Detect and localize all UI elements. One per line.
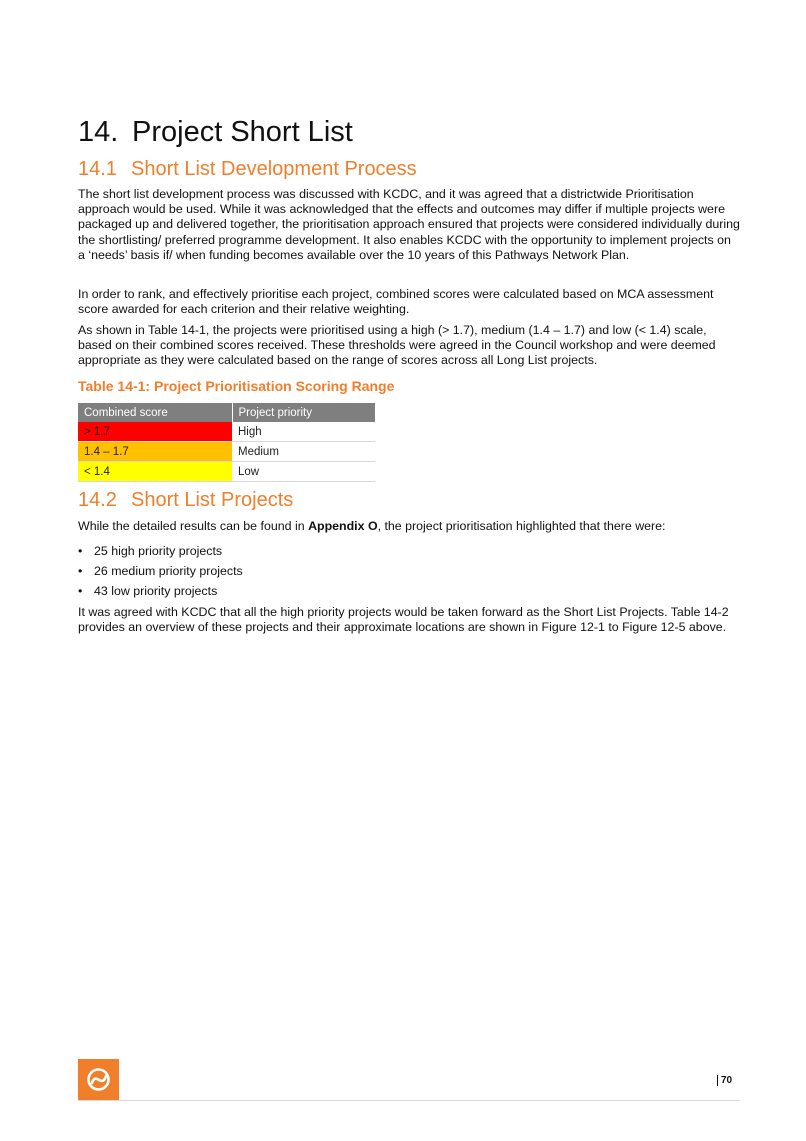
chapter-title: Project Short List <box>132 116 353 148</box>
appendix-reference: Appendix O <box>308 519 378 533</box>
column-header-combined-score: Combined score <box>78 403 232 422</box>
scoring-range-table <box>78 403 376 482</box>
table-caption: Table 14-1: Project Prioritisation Scoring Range <box>78 378 395 394</box>
footer-divider <box>78 1100 740 1101</box>
logo-glyph-icon <box>78 1059 119 1100</box>
paragraph-closing: It was agreed with KCDC that all the high priority projects would be taken forward as the Short List Projects. Table 14-2 provides an overview of these projects and their approximate locations are shown in Figure 12-1 to Figure 12-5 above. <box>78 605 729 635</box>
priority-cell-high: High <box>232 422 375 442</box>
priority-count-list <box>78 544 243 604</box>
intro-text-end: , the project prioritisation highlighted that there were: <box>377 519 666 533</box>
priority-cell-low: Low <box>232 462 375 482</box>
page-number: 70 <box>717 1075 732 1086</box>
section-number: 14.1 <box>78 158 117 180</box>
paragraph-short-list-intro <box>78 519 740 534</box>
section-number: 14.2 <box>78 489 117 511</box>
table-row <box>78 422 375 442</box>
section-title: Short List Projects <box>131 489 294 511</box>
score-cell-low: < 1.4 <box>78 462 232 482</box>
list-item: • 26 medium priority projects <box>78 564 243 584</box>
intro-text: While the detailed results can be found in <box>78 519 309 533</box>
score-cell-high: > 1.7 <box>78 422 232 442</box>
paragraph-process: The short list development process was discussed with KCDC, and it was agreed that a districtwide Prioritisation approach would be used. While it was acknowledged that the effects and outcomes may differ if multiple projects were packaged up and delivered together, the prioritisation approach ensured that projects were considered individually during the shortlisting/ preferred programme development. It also enables KCDC with the opportunity to implement projects on a ‘needs’ basis if/ when funding becomes available over the 10 years of this Pathways Network Plan. <box>78 187 740 262</box>
table-row <box>78 462 375 482</box>
score-cell-medium: 1.4 – 1.7 <box>78 442 232 462</box>
list-item: • 25 high priority projects <box>78 544 243 564</box>
table-header-row <box>78 403 375 422</box>
company-logo-icon <box>78 1059 119 1100</box>
table-row <box>78 442 375 462</box>
chapter-number: 14. <box>78 116 119 148</box>
priority-cell-medium: Medium <box>232 442 375 462</box>
section-heading-14-1 <box>78 158 417 181</box>
list-item: • 43 low priority projects <box>78 584 243 604</box>
section-heading-14-2 <box>78 489 293 512</box>
column-header-project-priority: Project priority <box>232 403 375 422</box>
section-title: Short List Development Process <box>131 158 417 180</box>
paragraph-ranking: In order to rank, and effectively prioritise each project, combined scores were calculated based on MCA assessment score awarded for each criterion and their relative weighting. <box>78 287 714 317</box>
paragraph-thresholds: As shown in Table 14-1, the projects were prioritised using a high (> 1.7), medium (1.4 – 1.7) and low (< 1.4) scale, based on their combined scores received. These thresholds were agreed in the Council workshop and were deemed appropriate as they were calculated based on the range of scores across all Long List projects. <box>78 323 716 368</box>
chapter-heading <box>78 116 353 149</box>
